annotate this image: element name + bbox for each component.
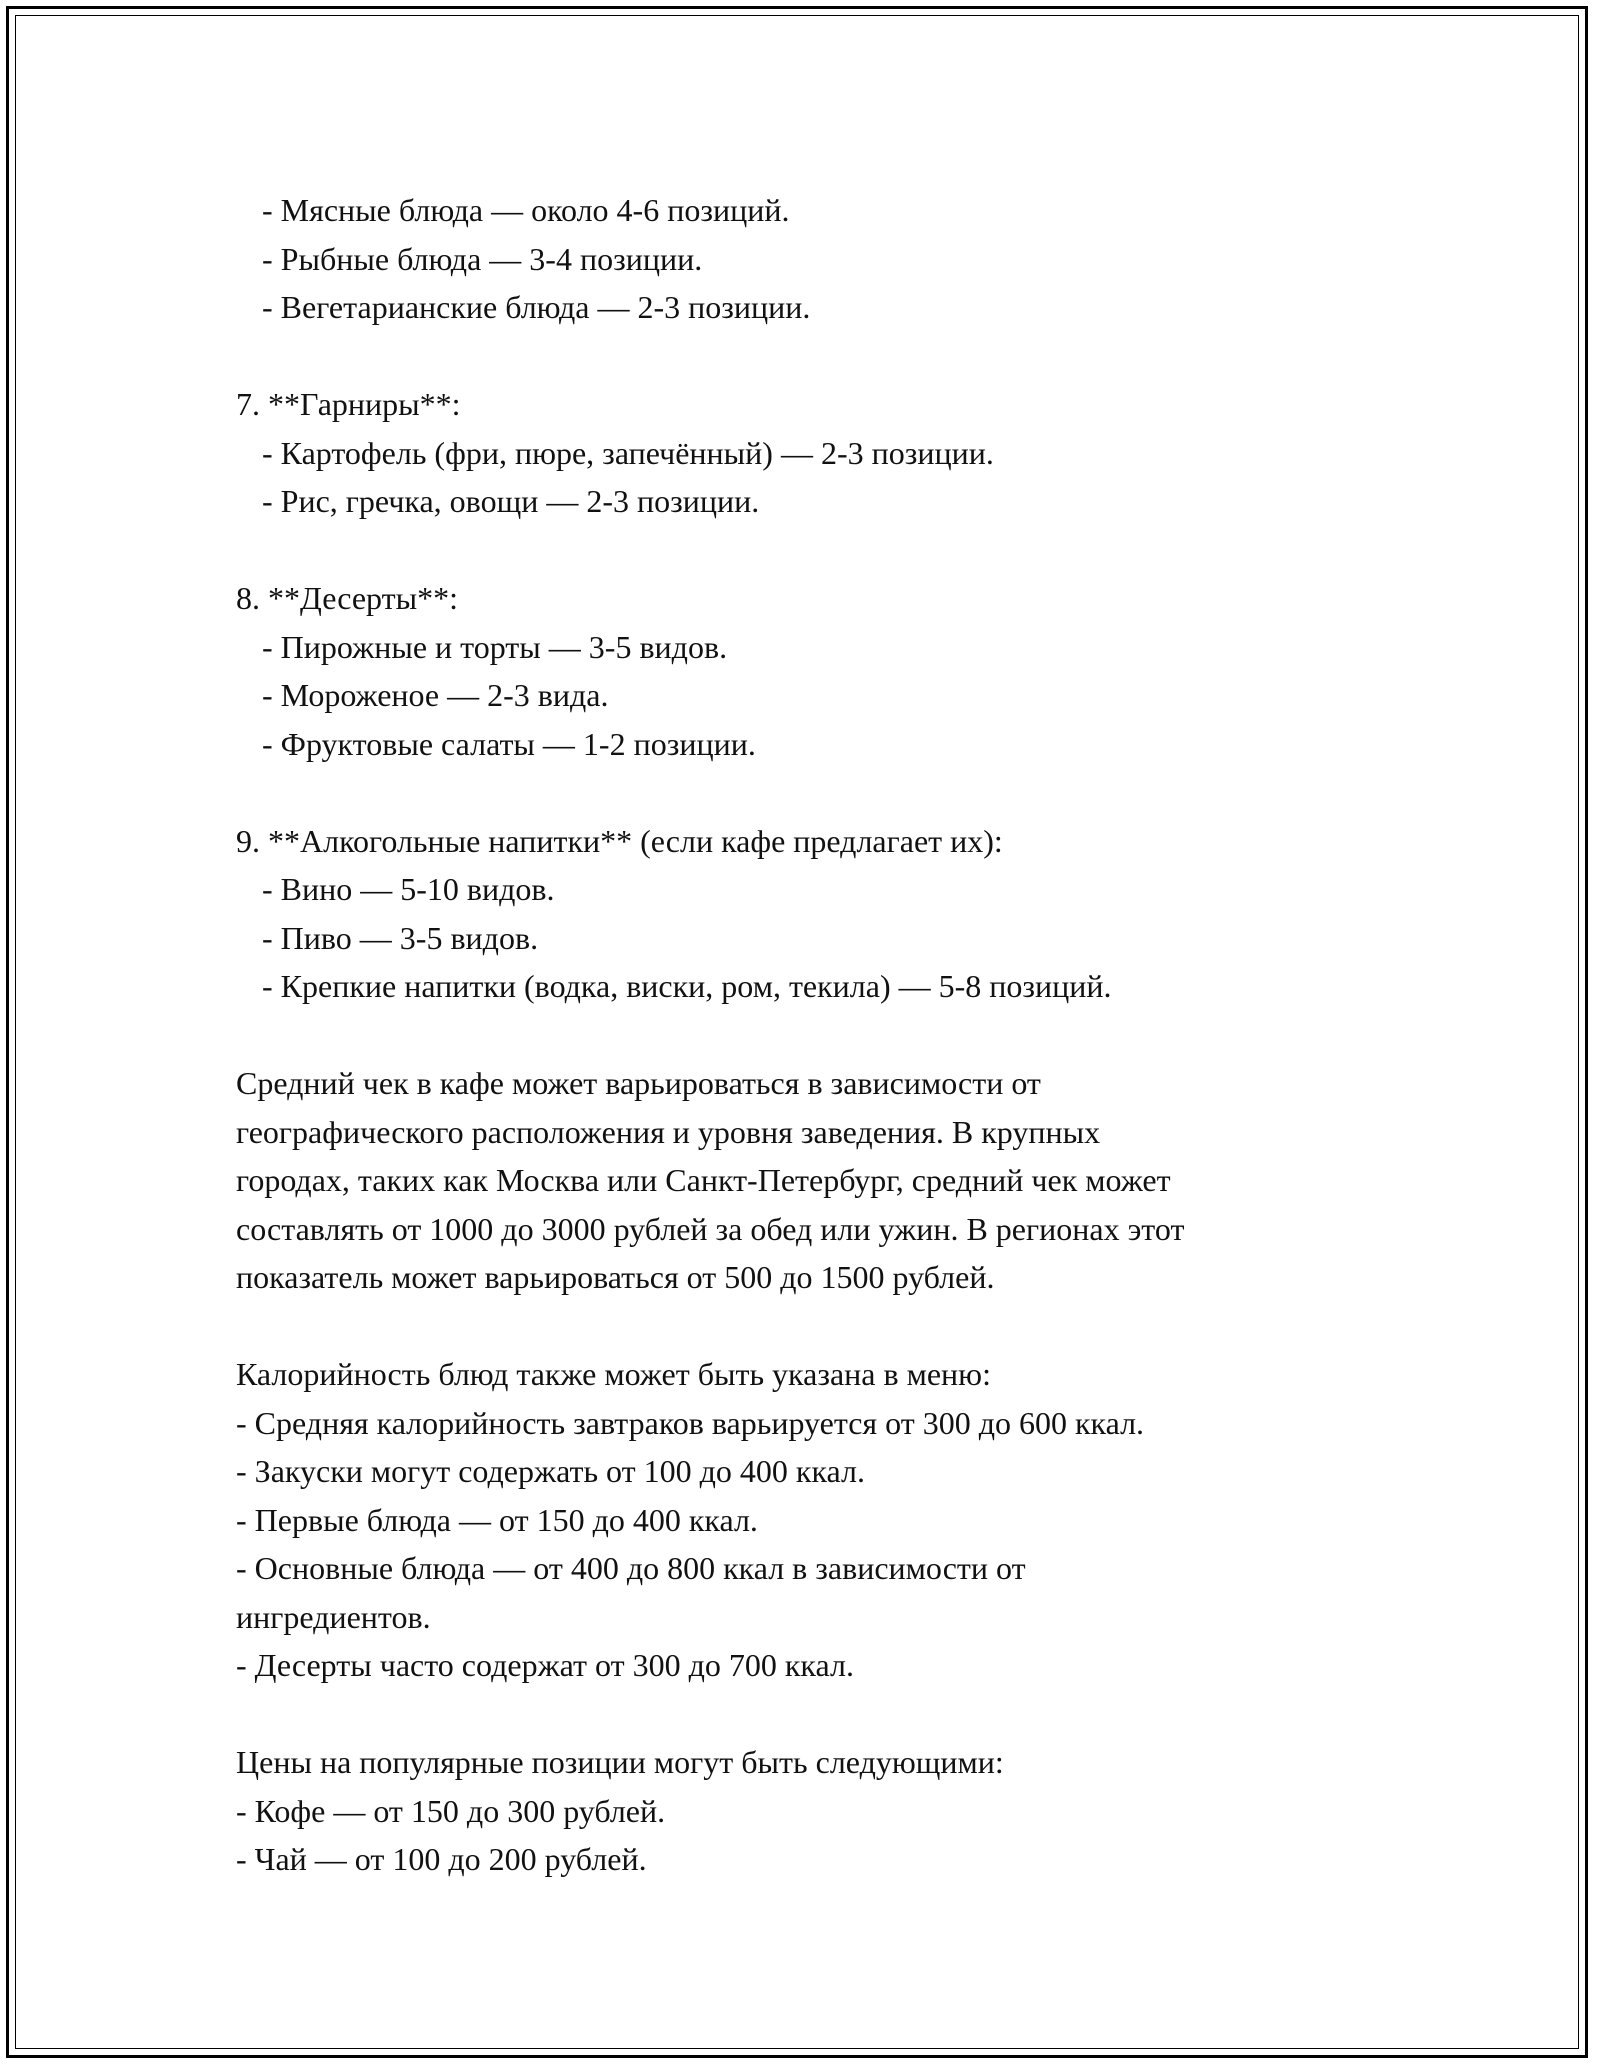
list-item: - Основные блюда — от 400 до 800 ккал в зависимости от [236, 1550, 1026, 1586]
paragraph-prices [236, 1738, 1376, 1884]
list-item: - Вино — 5-10 видов. [262, 871, 555, 907]
list-item: - Средняя калорийность завтраков варьируется от 300 до 600 ккал. [236, 1404, 1145, 1441]
list-item: - Рис, гречка, овощи — 2-3 позиции. [262, 483, 760, 519]
list-item: - Пиво — 3-5 видов. [262, 919, 539, 956]
list-item: - Чай — от 100 до 200 рублей. [236, 1841, 647, 1877]
section-garnishes [236, 380, 1376, 526]
paragraph-calories [236, 1350, 1376, 1690]
document-body [236, 186, 1376, 1884]
list-item: - Закуски могут содержать от 100 до 400 ккал. [236, 1453, 865, 1489]
paragraph-average-check [236, 1059, 1376, 1302]
list-item: - Рыбные блюда — 3-4 позиции. [262, 240, 703, 277]
list-item: - Вегетарианские блюда — 2-3 позиции. [262, 289, 811, 325]
paragraph-intro: Цены на популярные позиции могут быть следующими: [236, 1744, 1004, 1780]
spacer [236, 1011, 1376, 1060]
paragraph-line: показатель может варьироваться от 500 до 1500 рублей. [236, 1259, 995, 1295]
list-item: - Крепкие напитки (водка, виски, ром, текила) — 5-8 позиций. [262, 968, 1112, 1004]
spacer [236, 1302, 1376, 1351]
section-heading: 7. **Гарниры**: [236, 386, 461, 422]
section-heading: 8. **Десерты**: [236, 580, 458, 616]
spacer [236, 768, 1376, 817]
section-desserts [236, 574, 1376, 768]
list-item-continuation: ингредиентов. [236, 1598, 431, 1635]
paragraph-line: составлять от 1000 до 3000 рублей за обед или ужин. В регионах этот [236, 1210, 1185, 1247]
list-item: - Мороженое — 2-3 вида. [262, 677, 609, 713]
list-item: - Картофель (фри, пюре, запечённый) — 2-3 позиции. [262, 434, 994, 471]
paragraph-line: Средний чек в кафе может варьироваться в зависимости от [236, 1065, 1041, 1101]
paragraph-line: географического расположения и уровня заведения. В крупных [236, 1113, 1101, 1150]
spacer [236, 526, 1376, 575]
section-heading: 9. **Алкогольные напитки** (если кафе предлагает их): [236, 822, 1003, 859]
list-item: - Первые блюда — от 150 до 400 ккал. [236, 1501, 758, 1538]
list-item: - Пирожные и торты — 3-5 видов. [262, 628, 728, 665]
spacer [236, 332, 1376, 381]
paragraph-line: городах, таких как Москва или Санкт-Петербург, средний чек может [236, 1162, 1171, 1198]
list-item: - Десерты часто содержат от 300 до 700 ккал. [236, 1647, 854, 1683]
list-item: - Мясные блюда — около 4-6 позиций. [262, 192, 790, 228]
list-item: - Фруктовые салаты — 1-2 позиции. [262, 725, 756, 762]
section-main-dishes [236, 186, 1376, 332]
spacer [236, 1690, 1376, 1739]
list-item: - Кофе — от 150 до 300 рублей. [236, 1792, 666, 1829]
section-alcohol [236, 817, 1376, 1011]
paragraph-intro: Калорийность блюд также может быть указана в меню: [236, 1356, 991, 1392]
